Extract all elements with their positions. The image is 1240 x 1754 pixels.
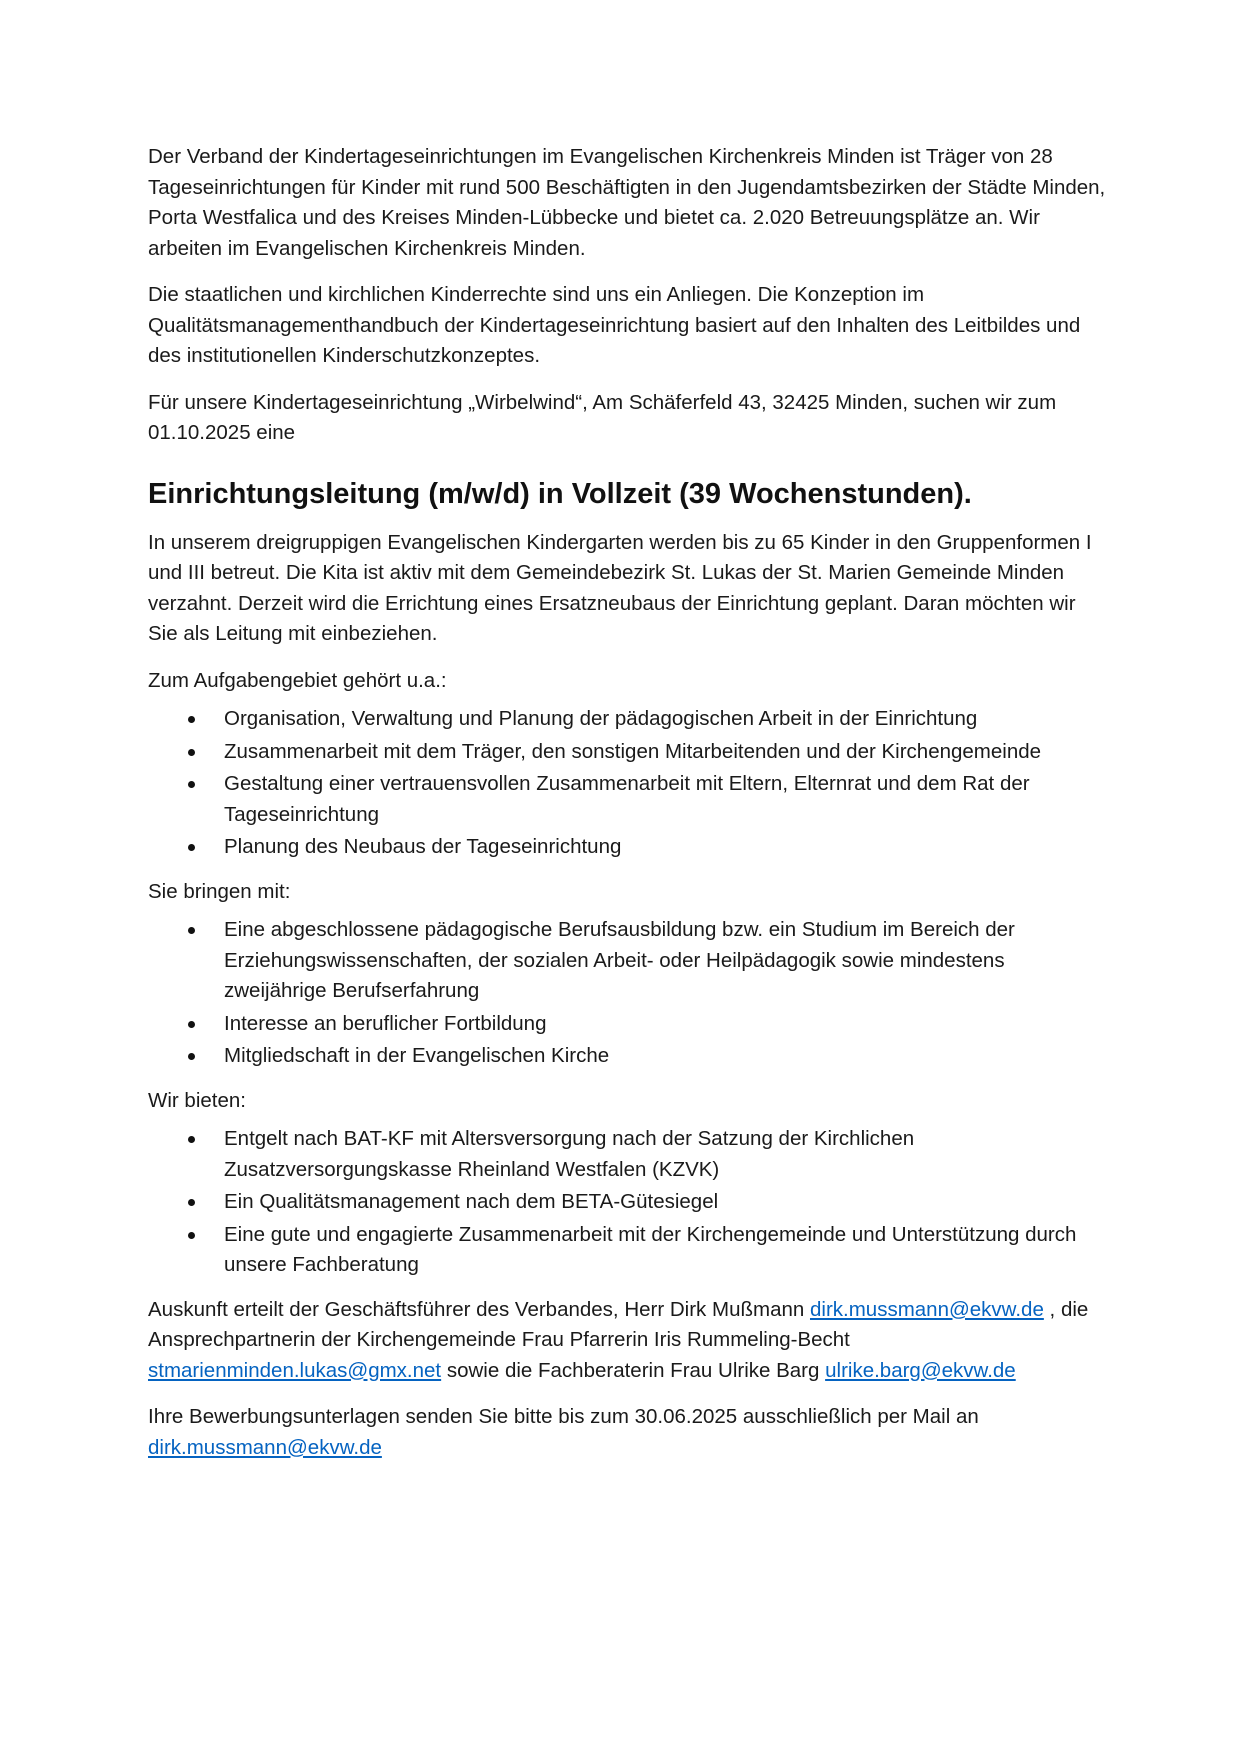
bullet-icon [188,927,195,934]
job-description: In unserem dreigruppigen Evangelischen Kindergarten werden bis zu 65 Kinder in den Gruppenformen I und III betreut. Die Kita ist aktiv mit dem Gemeindebezirk St. Lukas der St. Marien Gemeinde Minden verzahnt. Derzeit wird die Errichtung eines Ersatzneubaus der Einrichtung geplant. Daran möchten wir Sie als Leitung mit einbeziehen. [148,530,1092,645]
contact-paragraph [148,1295,1108,1387]
list-item [148,1220,1108,1281]
contact-email-link-1[interactable]: dirk.mussmann@ekvw.de [809,1297,1044,1321]
list-item [148,1187,1108,1218]
offers-list [148,1124,1108,1281]
list-item [148,737,1108,768]
bullet-icon [188,844,195,851]
intro-paragraph-1: Der Verband der Kindertageseinrichtungen im Evangelischen Kirchenkreis Minden ist Träger von 28 Tageseinrichtungen für Kinder mit rund 500 Beschäftigten in den Jugendamtsbezirken der Städte Minden, Porta Westfalica und des Kreises Minden-Lübbecke und bietet ca. 2.020 Betreuungsplätze an. Wir arbeiten im Evangelischen Kirchenkreis Minden. [148,145,1106,260]
list-item [148,832,1108,863]
list-item-text: Organisation, Verwaltung und Planung der pädagogischen Arbeit in der Einrichtung [224,707,978,730]
list-item [148,704,1108,735]
bullet-icon [188,716,195,723]
offers-heading: Wir bieten: [148,1088,246,1112]
list-item-text: Mitgliedschaft in der Evangelischen Kirche [224,1044,610,1067]
bullet-icon [188,1232,195,1239]
list-item [148,1041,1108,1072]
contact-text-3: sowie die Fachberaterin Frau Ulrike Barg [441,1358,826,1382]
list-item-text: Planung des Neubaus der Tageseinrichtung [224,835,622,858]
application-email-link[interactable]: dirk.mussmann@ekvw.de [148,1435,382,1459]
list-item [148,1009,1108,1040]
tasks-heading: Zum Aufgabengebiet gehört u.a.: [148,668,447,692]
list-item-text: Zusammenarbeit mit dem Träger, den sonstigen Mitarbeitenden und der Kirchengemeinde [224,739,1042,763]
job-title: Einrichtungsleitung (m/w/d) in Vollzeit (39 Wochenstunden). [148,477,972,510]
list-item [148,1124,1108,1185]
bullet-icon [188,1053,195,1060]
application-paragraph [148,1402,1108,1463]
contact-text-1: Auskunft erteilt der Geschäftsführer des Verbandes, Herr Dirk Mußmann [148,1297,810,1321]
list-item-text: Eine gute und engagierte Zusammenarbeit mit der Kirchengemeinde und Unterstützung durch unsere Fachberatung [224,1222,1077,1276]
tasks-list [148,704,1108,863]
list-item [148,915,1108,1007]
list-item-text: Eine abgeschlossene pädagogische Berufsausbildung bzw. ein Studium im Bereich der Erziehungswissenschaften, der sozialen Arbeit- oder Heilpädagogik sowie mindestens zweijährige Berufserfahrung [224,918,1015,1002]
list-item-text: Gestaltung einer vertrauensvollen Zusammenarbeit mit Eltern, Elternrat und dem Rat der Tageseinrichtung [224,772,1030,826]
bullet-icon [188,781,195,788]
intro-paragraph-2: Die staatlichen und kirchlichen Kinderrechte sind uns ein Anliegen. Die Konzeption im Qualitätsmanagementhandbuch der Kindertageseinrichtung basiert auf den Inhalten des Leitbildes und des institutionellen Kinderschutzkonzeptes. [148,283,1081,367]
application-text: Ihre Bewerbungsunterlagen senden Sie bitte bis zum 30.06.2025 ausschließlich per Mail an [148,1405,979,1428]
list-item-text: Ein Qualitätsmanagement nach dem BETA-Gütesiegel [224,1190,719,1213]
contact-email-link-3[interactable]: ulrike.barg@ekvw.de [825,1358,1016,1382]
list-item [148,769,1108,830]
contact-email-link-2[interactable]: stmarienminden.lukas@gmx.net [148,1358,442,1382]
list-item-text: Interesse an beruflicher Fortbildung [224,1011,547,1035]
intro-paragraph-3: Für unsere Kindertageseinrichtung „Wirbelwind“, Am Schäferfeld 43, 32425 Minden, suchen wir zum 01.10.2025 eine [148,390,1057,444]
bullet-icon [188,1199,195,1206]
bullet-icon [188,1021,195,1028]
bullet-icon [188,1136,195,1143]
bullet-icon [188,749,195,756]
list-item-text: Entgelt nach BAT-KF mit Altersversorgung nach der Satzung der Kirchlichen Zusatzversorgungskasse Rheinland Westfalen (KZVK) [224,1127,915,1181]
requirements-list [148,915,1108,1072]
document-page [148,142,1108,1479]
requirements-heading: Sie bringen mit: [148,879,291,903]
contact-text-2: , die Ansprechpartnerin der Kirchengemeinde Frau Pfarrerin Iris Rummeling-Becht [148,1297,1089,1351]
